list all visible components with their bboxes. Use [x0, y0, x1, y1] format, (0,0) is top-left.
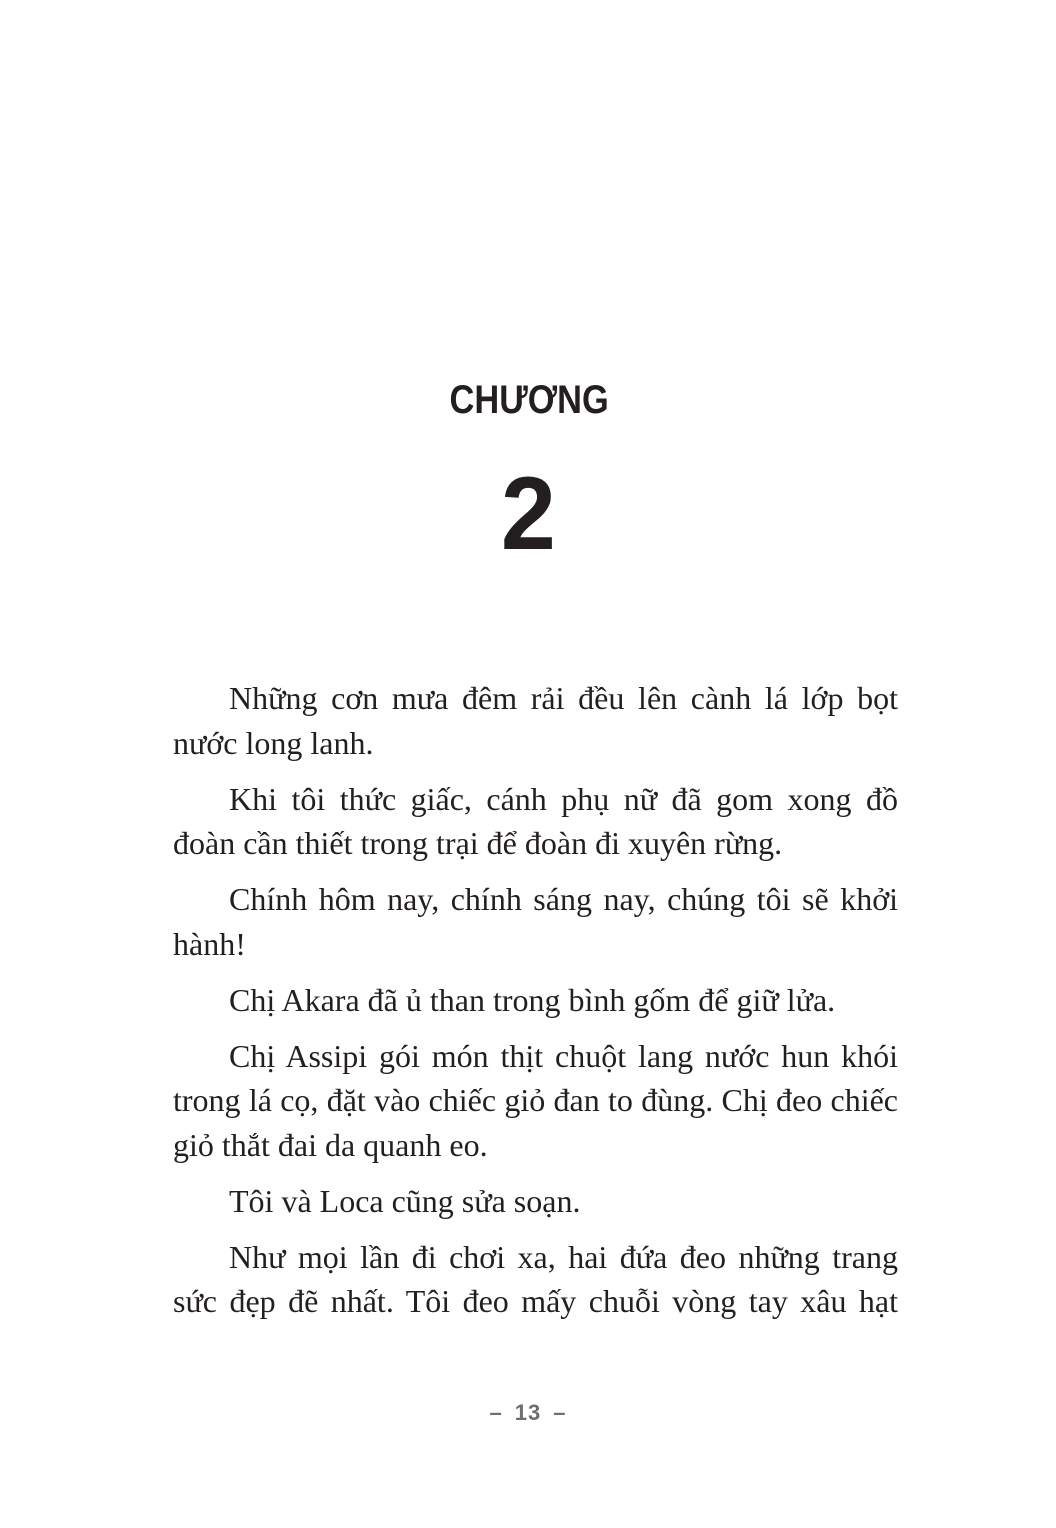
paragraph: Khi tôi thức giấc, cánh phụ nữ đã gom xong đồ đoàn cần thiết trong trại để đoàn đi xuyên rừng. [173, 780, 898, 861]
page-number-footer [0, 1400, 1056, 1426]
paragraph: Chị Akara đã ủ than trong bình gốm để giữ lửa. [229, 981, 836, 1018]
paragraph: Tôi và Loca cũng sửa soạn. [229, 1182, 581, 1219]
paragraph: Chị Assipi gói món thịt chuột lang nước hun khói trong lá cọ, đặt vào chiếc giỏ đan to đùng. Chị đeo chiếc giỏ thắt đai da quanh eo. [173, 1037, 898, 1163]
paragraph: Như mọi lần đi chơi xa, hai đứa đeo những trang sức đẹp đẽ nhất. Tôi đeo mấy chuỗi vòng tay xâu hạt [173, 1238, 898, 1319]
paragraph: Những cơn mưa đêm rải đều lên cành lá lớp bọt nước long lanh. [173, 680, 898, 761]
dash-right: – [553, 1400, 567, 1425]
chapter-number: 2 [500, 456, 556, 572]
page-number: 13 [514, 1400, 542, 1425]
dash-left: – [489, 1400, 503, 1425]
chapter-body [173, 676, 898, 1335]
paragraph: Chính hôm nay, chính sáng nay, chúng tôi sẽ khởi hành! [173, 881, 898, 962]
chapter-label: CHƯƠNG [449, 378, 609, 422]
